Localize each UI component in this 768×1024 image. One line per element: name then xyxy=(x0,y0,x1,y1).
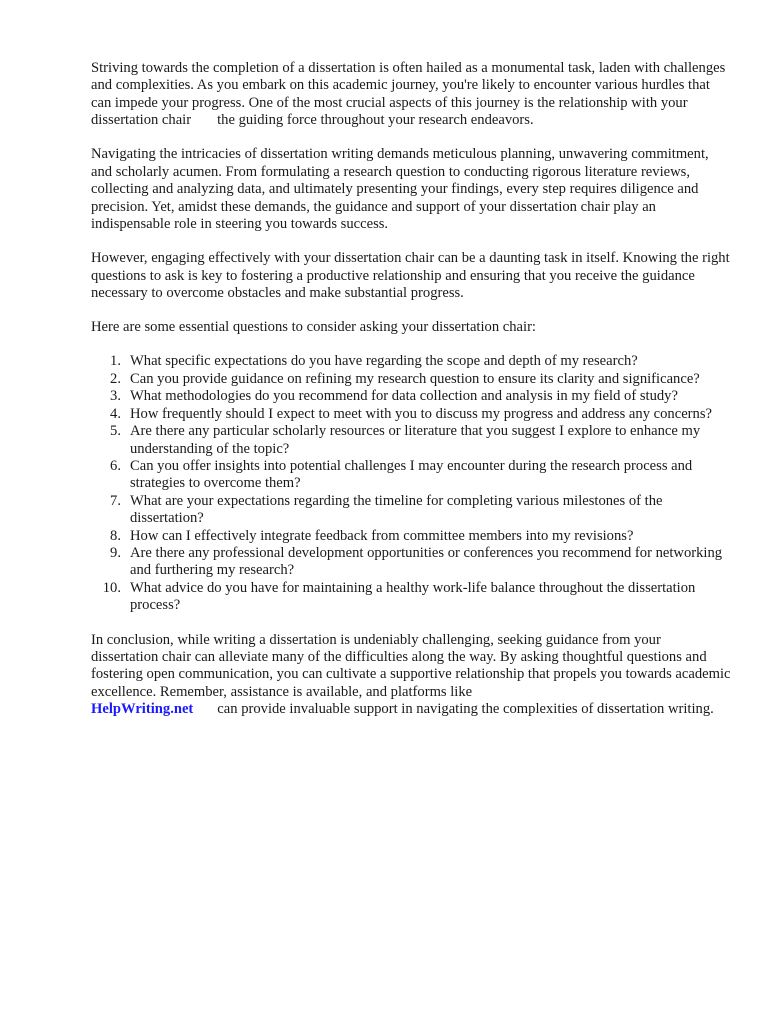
list-number: 8. xyxy=(110,527,121,544)
list-number: 4. xyxy=(110,405,121,422)
intro-text: Striving towards the completion of a dissertation is often hailed as a monumental task, laden with challenges and complexities. As you embark on this academic journey, you're likely to encounter various hurdles that can impede your progress. One of the most crucial aspects of this journey is the relationship with your dissertation chair xyxy=(91,60,726,129)
list-item xyxy=(91,580,731,615)
body-paragraph-planning: Navigating the intricacies of dissertation writing demands meticulous planning, unwavering commitment, and scholarly acumen. From formulating a research question to conducting rigorous literature reviews, collecting and analyzing data, and ultimately presenting your findings, every step requires diligence and precision. Yet, amidst these demands, the guidance and support of your dissertation chair play an indispensable role in steering you towards success. xyxy=(91,146,709,233)
list-text: How frequently should I expect to meet with you to discuss my progress and address any concerns? xyxy=(130,405,712,422)
list-number: 7. xyxy=(110,492,121,509)
list-text: Are there any professional development opportunities or conferences you recommend for networking and furthering my research? xyxy=(130,544,723,579)
list-intro: Here are some essential questions to consider asking your dissertation chair: xyxy=(91,319,536,336)
list-item xyxy=(91,388,731,405)
list-item xyxy=(91,423,731,458)
list-number: 3. xyxy=(110,388,121,405)
document-page xyxy=(91,60,731,735)
helpwriting-link[interactable]: HelpWriting.net xyxy=(91,701,194,718)
list-text: What methodologies do you recommend for data collection and analysis in my field of study? xyxy=(130,388,678,405)
list-text: What specific expectations do you have regarding the scope and depth of my research? xyxy=(130,353,638,370)
list-number: 1. xyxy=(110,353,121,370)
conclusion-text: In conclusion, while writing a dissertation is undeniably challenging, seeking guidance from your dissertation chair can alleviate many of the difficulties along the way. By asking thoughtful questions and fostering open communication, you can cultivate a supportive relationship that propels you towards academic excellence. Remember, assistance is available, and platforms like xyxy=(91,631,731,700)
list-number: 2. xyxy=(110,370,121,387)
conclusion-text-continued: can provide invaluable support in navigating the complexities of dissertation writing. xyxy=(217,701,714,718)
list-item xyxy=(91,406,731,423)
list-text: Are there any particular scholarly resources or literature that you suggest I explore to enhance my understanding of the topic? xyxy=(130,423,701,457)
list-text: What advice do you have for maintaining a healthy work-life balance throughout the dissertation process? xyxy=(130,579,696,614)
list-number: 10. xyxy=(102,579,121,596)
list-text: What are your expectations regarding the timeline for completing various milestones of the dissertation? xyxy=(130,492,663,527)
list-text: How can I effectively integrate feedback from committee members into my revisions? xyxy=(130,527,634,544)
list-number: 6. xyxy=(110,457,121,474)
list-item xyxy=(91,545,731,580)
list-text: Can you provide guidance on refining my research question to ensure its clarity and significance? xyxy=(130,370,700,387)
list-item xyxy=(91,528,731,545)
intro-text-continued: the guiding force throughout your research endeavors. xyxy=(217,112,534,129)
questions-list xyxy=(91,353,731,614)
conclusion-paragraph xyxy=(91,632,731,719)
list-item xyxy=(91,353,731,370)
list-number: 9. xyxy=(110,544,121,561)
list-item xyxy=(91,458,731,493)
intro-paragraph xyxy=(91,60,731,130)
list-number: 5. xyxy=(110,423,121,440)
list-text: Can you offer insights into potential challenges I may encounter during the research process and strategies to overcome them? xyxy=(130,457,693,492)
list-item xyxy=(91,371,731,388)
list-item xyxy=(91,493,731,528)
body-paragraph-engagement: However, engaging effectively with your dissertation chair can be a daunting task in itself. Knowing the right questions to ask is key to fostering a productive relationship and ensuring that you receive the guidance necessary to overcome obstacles and make substantial progress. xyxy=(91,250,730,302)
